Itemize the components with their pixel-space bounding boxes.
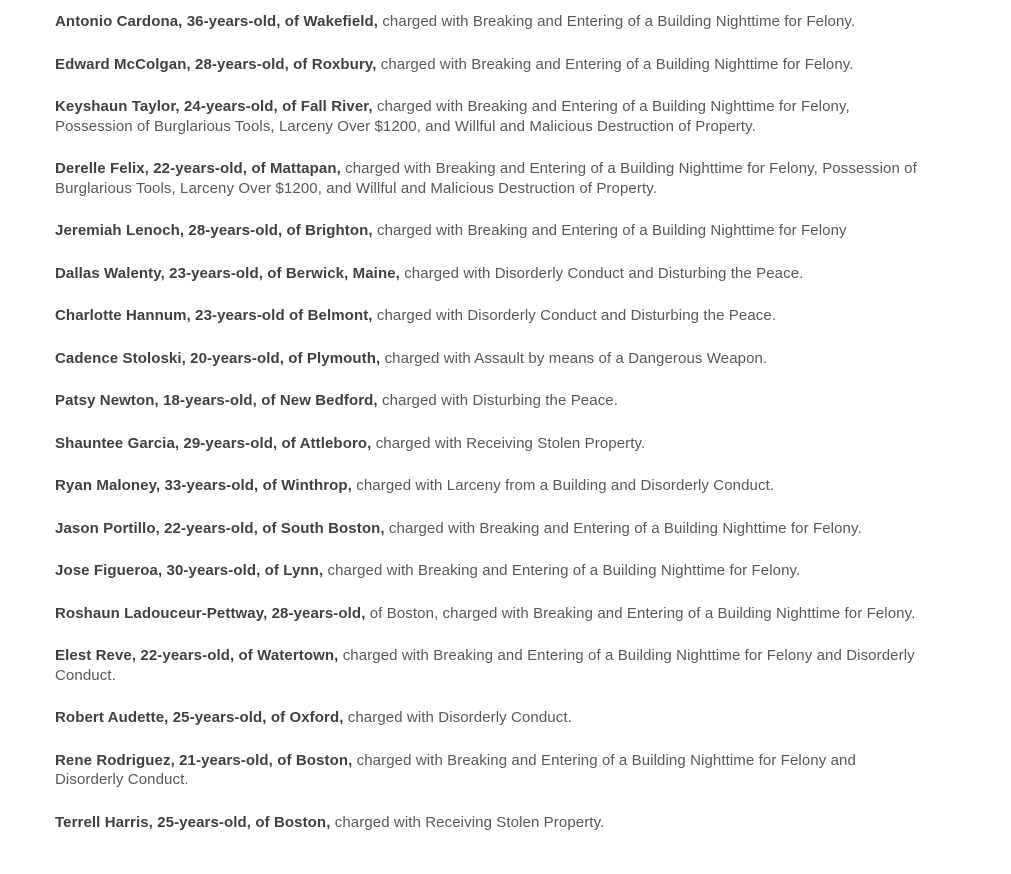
arrest-entry xyxy=(55,476,927,496)
arrest-entry-name: Derelle Felix, 22-years-old, of Mattapan, xyxy=(55,160,341,177)
arrest-entry-name: Jose Figueroa, 30-years-old, of Lynn, xyxy=(55,562,324,579)
arrest-entry-name: Charlotte Hannum, 23-years-old of Belmont, xyxy=(55,307,373,324)
arrest-entry xyxy=(55,12,927,32)
arrest-entry-name: Shauntee Garcia, 29-years-old, of Attleboro, xyxy=(55,434,372,452)
arrest-entry xyxy=(55,813,927,833)
arrest-entry-charges: charged with Breaking and Entering of a Building Nighttime for Felony, Possession of Burglarious Tools, Larceny Over $1200, and Willful and Malicious Destruction of Property. xyxy=(55,98,850,135)
arrest-entry-charges: charged with Breaking and Entering of a Building Nighttime for Felony. xyxy=(376,55,854,73)
arrest-entry-name: Roshaun Ladouceur-Pettway, 28-years-old, xyxy=(55,604,366,622)
arrest-entry-charges: charged with Breaking and Entering of a Building Nighttime for Felony. xyxy=(384,519,862,537)
arrest-entry-name: Jason Portillo, 22-years-old, of South Boston, xyxy=(55,519,385,537)
arrest-entry-name: Robert Audette, 25-years-old, of Oxford, xyxy=(55,709,344,726)
arrest-entry-charges: charged with Disorderly Conduct and Disturbing the Peace. xyxy=(372,307,777,324)
arrest-entry-name: Cadence Stoloski, 20-years-old, of Plymouth, xyxy=(55,349,381,367)
arrest-entry-charges: charged with Disorderly Conduct. xyxy=(343,709,572,726)
arrest-entry-name: Dallas Walenty, 23-years-old, of Berwick, Maine, xyxy=(55,264,400,282)
arrest-entry xyxy=(55,708,927,728)
arrest-entry-charges: charged with Larceny from a Building and Disorderly Conduct. xyxy=(351,477,775,494)
arrest-entry-charges: charged with Disturbing the Peace. xyxy=(377,392,619,409)
arrest-entry xyxy=(55,349,927,369)
arrest-entry-charges: charged with Receiving Stolen Property. xyxy=(371,434,646,452)
arrest-entry xyxy=(55,391,927,411)
arrest-entry-name: Patsy Newton, 18-years-old, of New Bedford, xyxy=(55,392,378,409)
arrest-entry xyxy=(55,434,927,454)
arrest-entry xyxy=(55,519,927,539)
arrest-entry-charges: charged with Breaking and Entering of a Building Nighttime for Felony. xyxy=(378,13,856,30)
arrest-entry xyxy=(55,646,927,685)
arrest-entry-charges: charged with Assault by means of a Dangerous Weapon. xyxy=(380,349,768,367)
arrest-entry-name: Terrell Harris, 25-years-old, of Boston, xyxy=(55,813,331,831)
arrest-entry xyxy=(55,159,927,198)
arrest-entry-charges: charged with Breaking and Entering of a Building Nighttime for Felony, Possession of Burglarious Tools, Larceny Over $1200, and Willful and Malicious Destruction of Property. xyxy=(55,160,917,197)
arrest-entry-charges: charged with Breaking and Entering of a Building Nighttime for Felony xyxy=(372,222,847,239)
arrest-entry xyxy=(55,306,927,326)
arrest-entry xyxy=(55,264,927,284)
arrest-entry-charges: charged with Breaking and Entering of a Building Nighttime for Felony. xyxy=(323,562,801,579)
arrest-entry-name: Jeremiah Lenoch, 28-years-old, of Brighton, xyxy=(55,222,373,239)
arrest-entry-charges: charged with Receiving Stolen Property. xyxy=(330,813,605,831)
arrest-entry xyxy=(55,604,927,624)
arrest-entry xyxy=(55,561,927,581)
arrest-entry-charges: charged with Breaking and Entering of a Building Nighttime for Felony and Disorderly Conduct. xyxy=(55,647,915,684)
arrest-entry xyxy=(55,55,927,75)
arrest-entry-name: Rene Rodriguez, 21-years-old, of Boston, xyxy=(55,751,353,769)
arrest-entry-charges: of Boston, charged with Breaking and Entering of a Building Nighttime for Felony. xyxy=(365,604,916,622)
arrest-entry-charges: charged with Breaking and Entering of a Building Nighttime for Felony and Disorderly Conduct. xyxy=(55,751,856,788)
arrest-entry-name: Keyshaun Taylor, 24-years-old, of Fall River, xyxy=(55,98,373,115)
arrest-entry xyxy=(55,97,927,136)
arrest-entry-name: Ryan Maloney, 33-years-old, of Winthrop, xyxy=(55,477,352,494)
arrest-entry-name: Edward McColgan, 28-years-old, of Roxbury, xyxy=(55,55,377,73)
arrest-entry xyxy=(55,221,927,241)
arrest-entry-name: Antonio Cardona, 36-years-old, of Wakefield, xyxy=(55,13,379,30)
arrest-entry-name: Elest Reve, 22-years-old, of Watertown, xyxy=(55,647,339,664)
arrest-entry-charges: charged with Disorderly Conduct and Disturbing the Peace. xyxy=(399,264,804,282)
arrest-entry xyxy=(55,751,927,790)
